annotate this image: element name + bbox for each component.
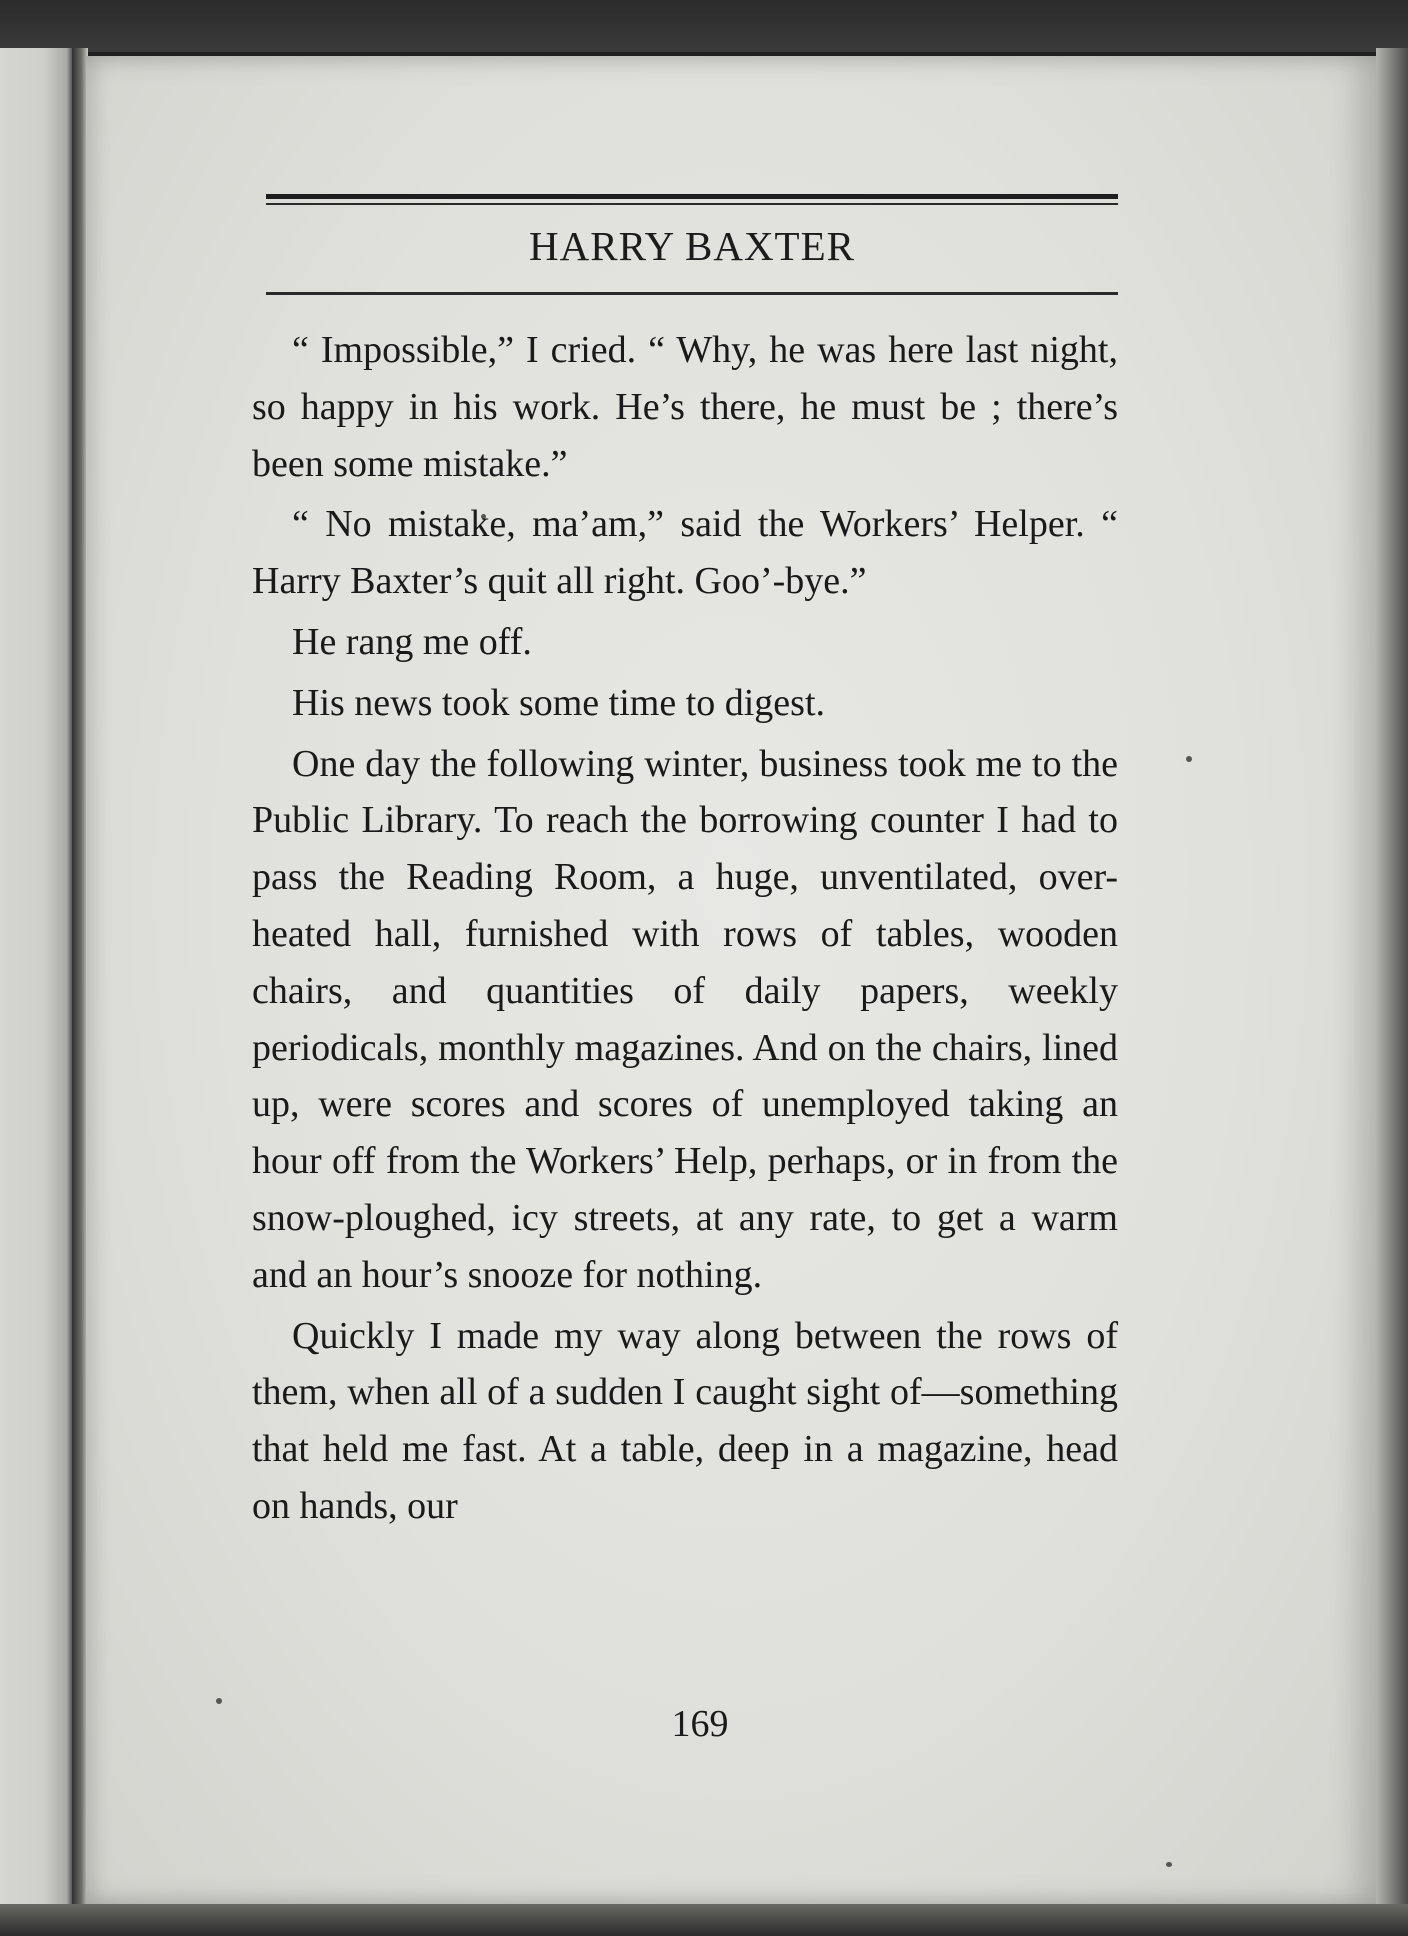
facing-page-edge	[0, 48, 74, 1908]
paragraph: “ Impossible,” I cried. “ Why, he was here last night, so happy in his work. He’s there, he must be ; there’s been some mistake.”	[252, 329, 1118, 485]
page-right-edge	[1376, 48, 1408, 1908]
paper-speck	[216, 1698, 222, 1704]
scan-bottom-edge	[0, 1904, 1408, 1936]
paragraph: “ No mistake, ma’am,” said the Workers’ Helper. “ Harry Baxter’s quit all right. Goo’-bye.”	[252, 503, 1118, 603]
header-rule-bottom	[266, 292, 1118, 295]
paper-speck	[1166, 1862, 1172, 1867]
body-text	[252, 322, 1118, 1535]
running-head: HARRY BAXTER	[529, 223, 855, 269]
paper-speck	[1186, 756, 1192, 762]
header-rule-thick	[266, 194, 1118, 199]
paragraph: His news took some time to digest.	[292, 681, 826, 724]
page-number: 169	[671, 1703, 729, 1745]
header-rule-thin	[266, 203, 1118, 205]
scan-top-edge	[0, 0, 1408, 52]
paragraph: Quickly I made my way along between the rows of them, when all of a sudden I caught sight of—something that held me fast. At a table, deep in a magazine, head on hands, our	[252, 1314, 1118, 1527]
paragraph: One day the following winter, business took me to the Public Library. To reach the borrowing counter I had to pass the Reading Room, a huge, unventilated, over-heated hall, furnished with rows of tables, wooden chairs, and quantities of daily papers, weekly periodicals, monthly magazines. And on the chairs, lined up, were scores and scores of unemployed taking an hour off from the Workers’ Help, perhaps, or in from the snow-ploughed, icy streets, at any rate, to get a warm and an hour’s snooze for nothing.	[252, 742, 1118, 1296]
paragraph: He rang me off.	[292, 620, 532, 663]
